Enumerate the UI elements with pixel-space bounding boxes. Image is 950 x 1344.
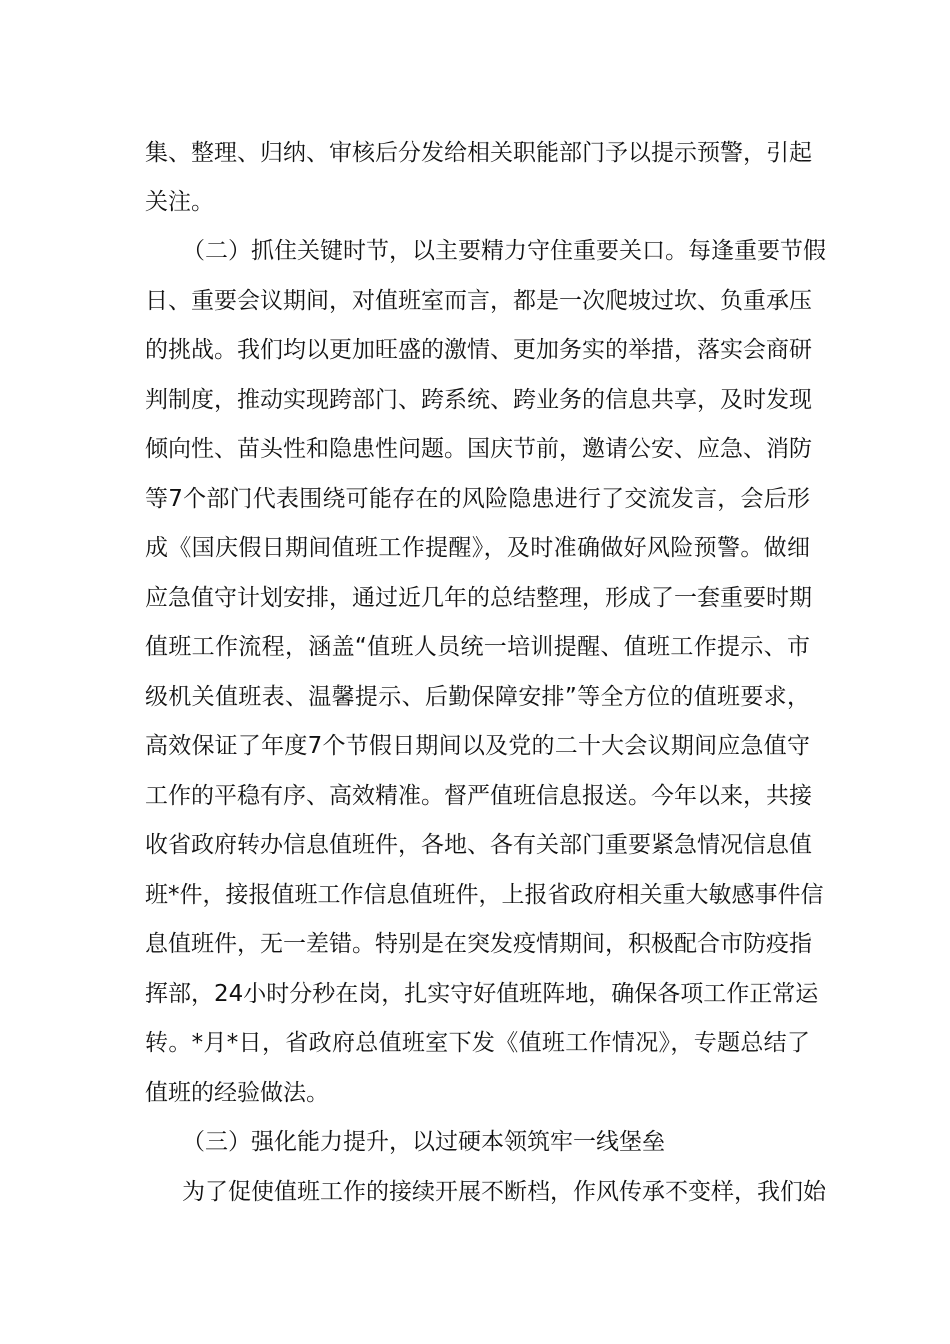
text-line: 值班的经验做法。: [145, 1080, 329, 1106]
text-line: 集、整理、归纳、审核后分发给相关职能部门予以提示预警，引起: [145, 140, 812, 166]
text-line: 挥部，24小时分秒在岗，扎实守好值班阵地，确保各项工作正常运: [145, 981, 819, 1007]
text-line: 收省政府转办信息值班件，各地、各有关部门重要紧急情况信息值: [145, 832, 812, 858]
text-line: 倾向性、苗头性和隐患性问题。国庆节前，邀请公安、应急、消防: [145, 436, 812, 462]
text-line: 工作的平稳有序、高效精准。督严值班信息报送。今年以来，共接: [145, 783, 812, 809]
text-line: 级机关值班表、温馨提示、后勤保障安排”等全方位的值班要求，: [145, 684, 810, 710]
text-line: 应急值守计划安排，通过近几年的总结整理，形成了一套重要时期: [145, 585, 812, 611]
text-line: 值班工作流程，涵盖“值班人员统一培训提醒、值班工作提示、市: [145, 634, 810, 660]
section-heading-line: （三）强化能力提升，以过硬本领筑牢一线堡垒: [182, 1129, 665, 1155]
text-line: 班*件，接报值班工作信息值班件，上报省政府相关重大敏感事件信: [145, 882, 824, 908]
text-line: 高效保证了年度7个节假日期间以及党的二十大会议期间应急值守: [145, 733, 810, 759]
text-line: 日、重要会议期间，对值班室而言，都是一次爬坡过坎、负重承压: [145, 288, 812, 314]
text-line: 息值班件，无一差错。特别是在突发疫情期间，积极配合市防疫指: [145, 931, 812, 957]
text-line: 的挑战。我们均以更加旺盛的激情、更加务实的举措，落实会商研: [145, 337, 812, 363]
text-line: 关注。: [145, 189, 214, 215]
section-heading-line: （二）抓住关键时节，以主要精力守住重要关口。每逢重要节假: [182, 238, 826, 264]
text-line: 判制度，推动实现跨部门、跨系统、跨业务的信息共享，及时发现: [145, 387, 812, 413]
text-line: 为了促使值班工作的接续开展不断档，作风传承不变样，我们始: [182, 1179, 826, 1205]
text-line: 等7个部门代表围绕可能存在的风险隐患进行了交流发言，会后形: [145, 486, 810, 512]
text-line: 转。*月*日，省政府总值班室下发《值班工作情况》，专题总结了: [145, 1030, 810, 1056]
text-line: 成《国庆假日期间值班工作提醒》，及时准确做好风险预警。做细: [145, 535, 810, 561]
